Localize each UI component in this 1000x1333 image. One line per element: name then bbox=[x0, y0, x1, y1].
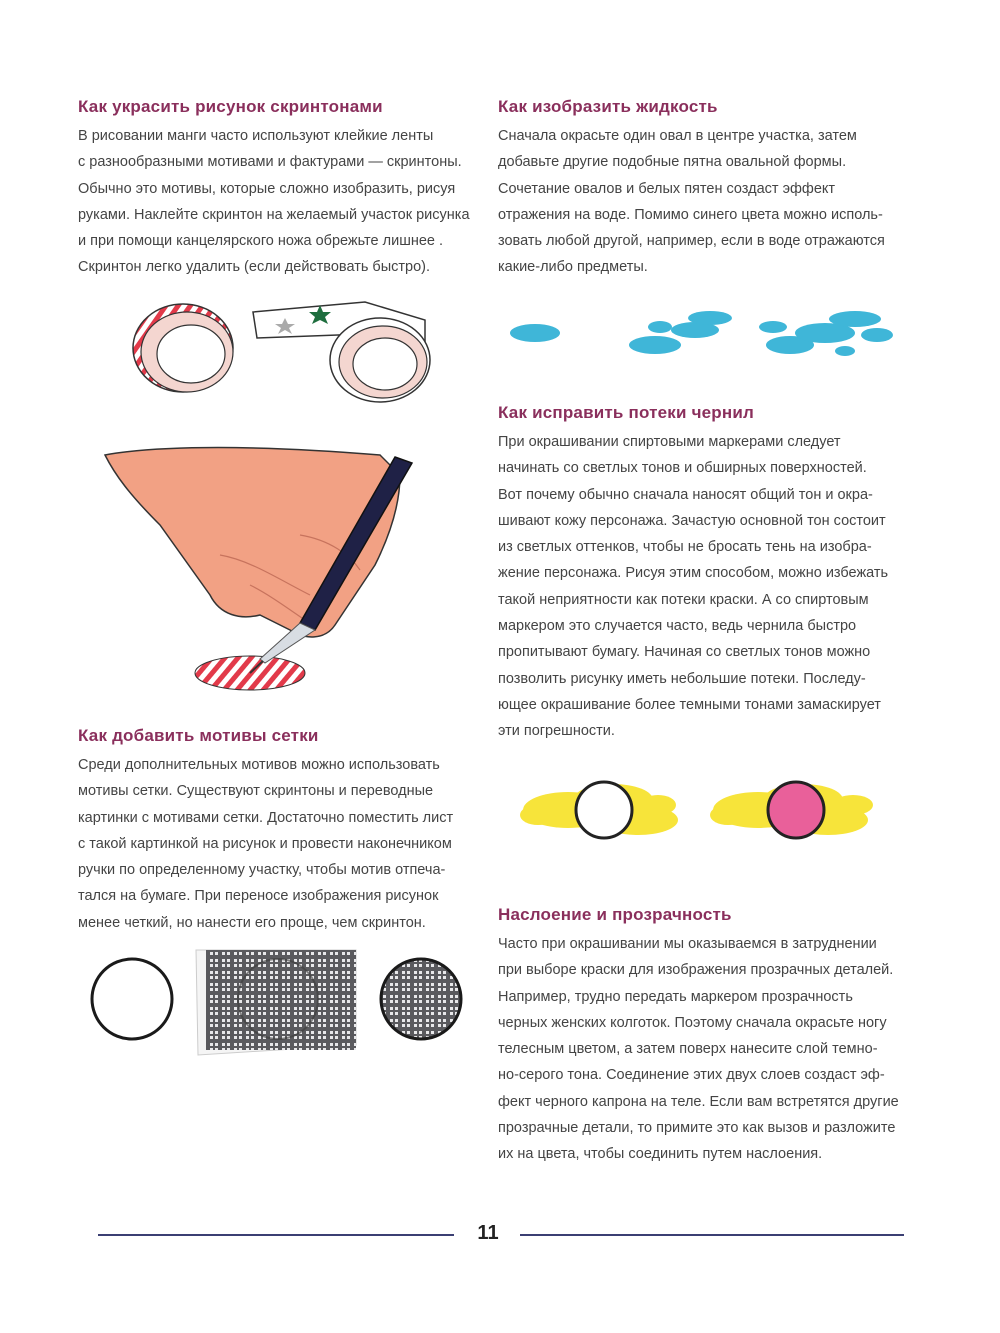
text-line: Обычно это мотивы, которые сложно изобразить, рисуя bbox=[78, 180, 456, 197]
section-liquid bbox=[498, 97, 918, 281]
text-line: В рисовании манги часто используют клейкие ленты bbox=[78, 128, 434, 144]
section-screentones bbox=[78, 97, 488, 281]
text-line: мотивы сетки. Существуют скринтоны и переводные bbox=[78, 783, 434, 800]
text-line: Скринтон легко удалить (если действовать быстро). bbox=[78, 259, 431, 276]
heading-liquid: Как изобразить жидкость bbox=[498, 97, 718, 116]
text-line: Например, трудно передать маркером прозрачность bbox=[498, 988, 853, 1005]
text-line: тался на бумаге. При переносе изображения рисунок bbox=[78, 888, 439, 905]
text-line: с такой картинкой на рисунок и провести наконечником bbox=[78, 835, 452, 852]
heading-grid: Как добавить мотивы сетки bbox=[78, 726, 319, 745]
paragraph-layering bbox=[498, 931, 918, 1168]
footer-line-left bbox=[98, 1234, 454, 1236]
text-line: шивают кожу персонажа. Зачастую основной тон состоит bbox=[498, 512, 886, 529]
text-line: менее четкий, но нанести его проще, чем скринтон. bbox=[78, 914, 426, 931]
text-line: при выборе краски для изображения прозрачных деталей. bbox=[498, 962, 894, 979]
text-line: но-серого тона. Соединение этих двух слоев создаст эф- bbox=[498, 1067, 885, 1084]
text-line: жение персонажа. Рисуя этим способом, можно избежать bbox=[498, 565, 889, 582]
text-line: такой неприятности как потеки краски. А со спиртовым bbox=[498, 591, 869, 608]
text-line: Сочетание овалов и белых пятен создаст эффект bbox=[498, 180, 836, 197]
text-line: позволить рисунку иметь небольшие потеки. Последу- bbox=[498, 670, 866, 687]
text-line: Часто при окрашивании мы оказываемся в затруднении bbox=[498, 936, 877, 952]
tape-rolls-illustration bbox=[125, 290, 445, 405]
text-line: ющее окрашивание более темными тонами замаскирует bbox=[498, 696, 881, 713]
text-line: телесным цветом, а затем поверх нанесите слой темно- bbox=[498, 1041, 878, 1058]
heading-ink: Как исправить потеки чернил bbox=[498, 403, 755, 422]
text-line: черных женских колготок. Поэтому сначала окрасьте ногу bbox=[498, 1014, 887, 1031]
text-line: из светлых оттенков, чтобы не бросать тень на изобра- bbox=[498, 539, 872, 556]
text-line: Вот почему обычно сначала наносят общий тон и окра- bbox=[498, 486, 873, 503]
paragraph-screentones bbox=[78, 123, 488, 281]
text-line: При окрашивании спиртовыми маркерами следует bbox=[498, 434, 841, 450]
text-line: пропитывают бумагу. Начиная со светлых тонов можно bbox=[498, 644, 871, 661]
text-line: прозрачные детали, то примите это как вызов и разложите bbox=[498, 1120, 896, 1137]
text-line: Сначала окрасьте один овал в центре участка, затем bbox=[498, 128, 857, 144]
text-line: начинать со светлых тонов и обширных поверхностей. bbox=[498, 460, 867, 477]
paragraph-liquid bbox=[498, 123, 918, 281]
text-line: их на цвета, чтобы соединить путем наслоения. bbox=[498, 1146, 823, 1163]
text-line: добавьте другие подобные пятна овальной формы. bbox=[498, 154, 847, 171]
heading-screentones: Как украсить рисунок скринтонами bbox=[78, 97, 383, 116]
water-ovals-illustration bbox=[505, 305, 905, 365]
paragraph-grid bbox=[78, 752, 488, 936]
footer-line-right bbox=[520, 1234, 904, 1236]
text-line: картинки с мотивами сетки. Достаточно поместить лист bbox=[78, 809, 454, 826]
ink-bleed-illustration bbox=[518, 775, 888, 845]
text-line: какие-либо предметы. bbox=[498, 259, 648, 276]
text-line: фект черного капрона на теле. Если вам встретятся другие bbox=[498, 1093, 899, 1110]
text-line: и при помощи канцелярского ножа обрежьте лишнее . bbox=[78, 233, 444, 250]
text-line: руками. Наклейте скринтон на желаемый участок рисунка bbox=[78, 206, 470, 223]
section-layering bbox=[498, 905, 918, 1168]
text-line: маркером это случается часто, ведь чернила быстро bbox=[498, 618, 857, 635]
text-line: отражения на воде. Помимо синего цвета можно исполь- bbox=[498, 206, 883, 223]
heading-layering: Наслоение и прозрачность bbox=[498, 905, 732, 924]
section-grid bbox=[78, 726, 488, 936]
paragraph-ink bbox=[498, 429, 918, 745]
hand-with-pen-illustration bbox=[100, 445, 450, 695]
page-number: 11 bbox=[477, 1222, 499, 1244]
grid-pattern-illustration bbox=[88, 945, 468, 1060]
text-line: ручки по определенному участку, чтобы мотив отпеча- bbox=[78, 862, 446, 879]
text-line: с разнообразными мотивами и фактурами — скринтоны. bbox=[78, 154, 462, 171]
text-line: зовать любой другой, например, если в воде отражаются bbox=[498, 233, 885, 250]
text-line: Среди дополнительных мотивов можно использовать bbox=[78, 757, 440, 773]
text-line: эти погрешности. bbox=[498, 723, 615, 740]
section-ink bbox=[498, 403, 918, 745]
